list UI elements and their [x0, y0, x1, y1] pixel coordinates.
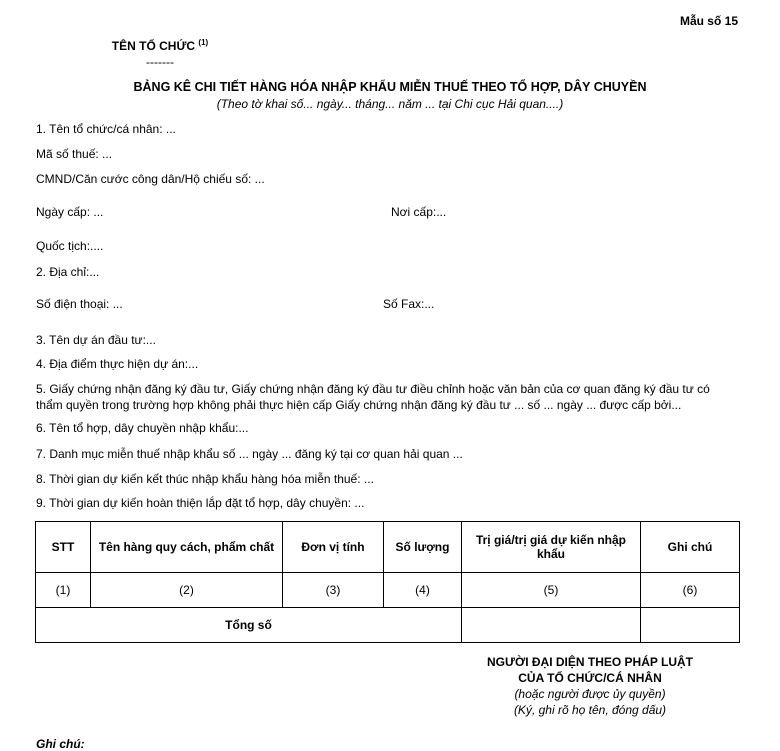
field-nationality: Quốc tịch:.... [36, 239, 104, 253]
org-name: TÊN TỔ CHỨC [111, 39, 196, 53]
cell-number: (3) [283, 573, 384, 608]
field-address: 2. Địa chỉ:... [36, 265, 100, 279]
field-assembly-name: 6. Tên tổ hợp, dây chuyền nhập khẩu:... [36, 421, 249, 435]
signature-block [440, 654, 740, 718]
cell-number: (2) [91, 573, 283, 608]
header-value: Trị giá/trị giá dự kiến nhập khẩu [462, 522, 641, 573]
field-phone: Số điện thoại: ... [36, 297, 123, 311]
header-item-name: Tên hàng quy cách, phẩm chất [91, 522, 283, 573]
signer-instruction: (Ký, ghi rõ họ tên, đóng dấu) [513, 703, 667, 717]
header-quantity: Số lượng [384, 522, 462, 573]
total-row [36, 608, 740, 643]
field-exempt-list: 7. Danh mục miễn thuế nhập khẩu số ... ngày ... đăng ký tại cơ quan hải quan ... [36, 447, 463, 461]
cell-number: (4) [384, 573, 462, 608]
total-label: Tổng số [36, 608, 462, 643]
field-id-passport: CMND/Căn cước công dân/Hộ chiếu số: ... [36, 172, 265, 186]
document-subtitle: (Theo tờ khai số... ngày... tháng... năm ... tại Chi cục Hải quan....) [216, 97, 564, 111]
cell-number: (5) [462, 573, 641, 608]
field-tax-code: Mã số thuế: ... [36, 147, 113, 161]
table-header-row [36, 522, 740, 573]
field-investment-cert: 5. Giấy chứng nhận đăng ký đầu tư, Giấy chứng nhận đăng ký đầu tư điều chỉnh hoặc văn bản của cơ quan đăng ký đầu tư có thẩm quyền trong trường hợp không phải thực hiện cấp Giấy chứng nhận đăng ký đầu tư ... số ... ngày ... được cấp bởi... [36, 382, 710, 412]
goods-table [35, 521, 740, 643]
header-unit: Đơn vị tính [283, 522, 384, 573]
total-value-cell [462, 608, 641, 643]
form-number: Mẫu số 15 [679, 14, 738, 28]
org-header [105, 38, 215, 69]
table-row [36, 573, 740, 608]
signer-proxy-note: (hoặc người được ủy quyền) [514, 687, 666, 701]
field-issue-date: Ngày cấp: ... [36, 205, 104, 219]
field-issue-place: Nơi cấp:... [391, 205, 447, 219]
field-project-location: 4. Địa điểm thực hiện dự án:... [36, 357, 199, 371]
field-fax: Số Fax:... [383, 297, 435, 311]
cell-number: (6) [641, 573, 740, 608]
signer-title: NGƯỜI ĐẠI DIỆN THEO PHÁP LUẬT [487, 655, 693, 669]
org-footnote-mark: (1) [198, 38, 209, 47]
header-note: Ghi chú [641, 522, 740, 573]
field-project-name: 3. Tên dự án đầu tư:... [36, 333, 156, 347]
total-note-cell [641, 608, 740, 643]
footnote-heading: Ghi chú: [36, 737, 85, 751]
signer-org: CỦA TỔ CHỨC/CÁ NHÂN [518, 671, 662, 685]
org-separator: ------- [146, 55, 174, 69]
field-org-individual: 1. Tên tổ chức/cá nhân: ... [36, 122, 176, 136]
field-expected-end: 8. Thời gian dự kiến kết thúc nhập khẩu hàng hóa miễn thuế: ... [36, 472, 374, 486]
header-stt: STT [36, 522, 91, 573]
field-expected-completion: 9. Thời gian dự kiến hoàn thiện lắp đặt tổ hợp, dây chuyền: ... [36, 496, 365, 510]
cell-number: (1) [36, 573, 91, 608]
document-title: BẢNG KÊ CHI TIẾT HÀNG HÓA NHẬP KHẨU MIỄN THUẾ THEO TỔ HỢP, DÂY CHUYỀN [133, 80, 647, 94]
